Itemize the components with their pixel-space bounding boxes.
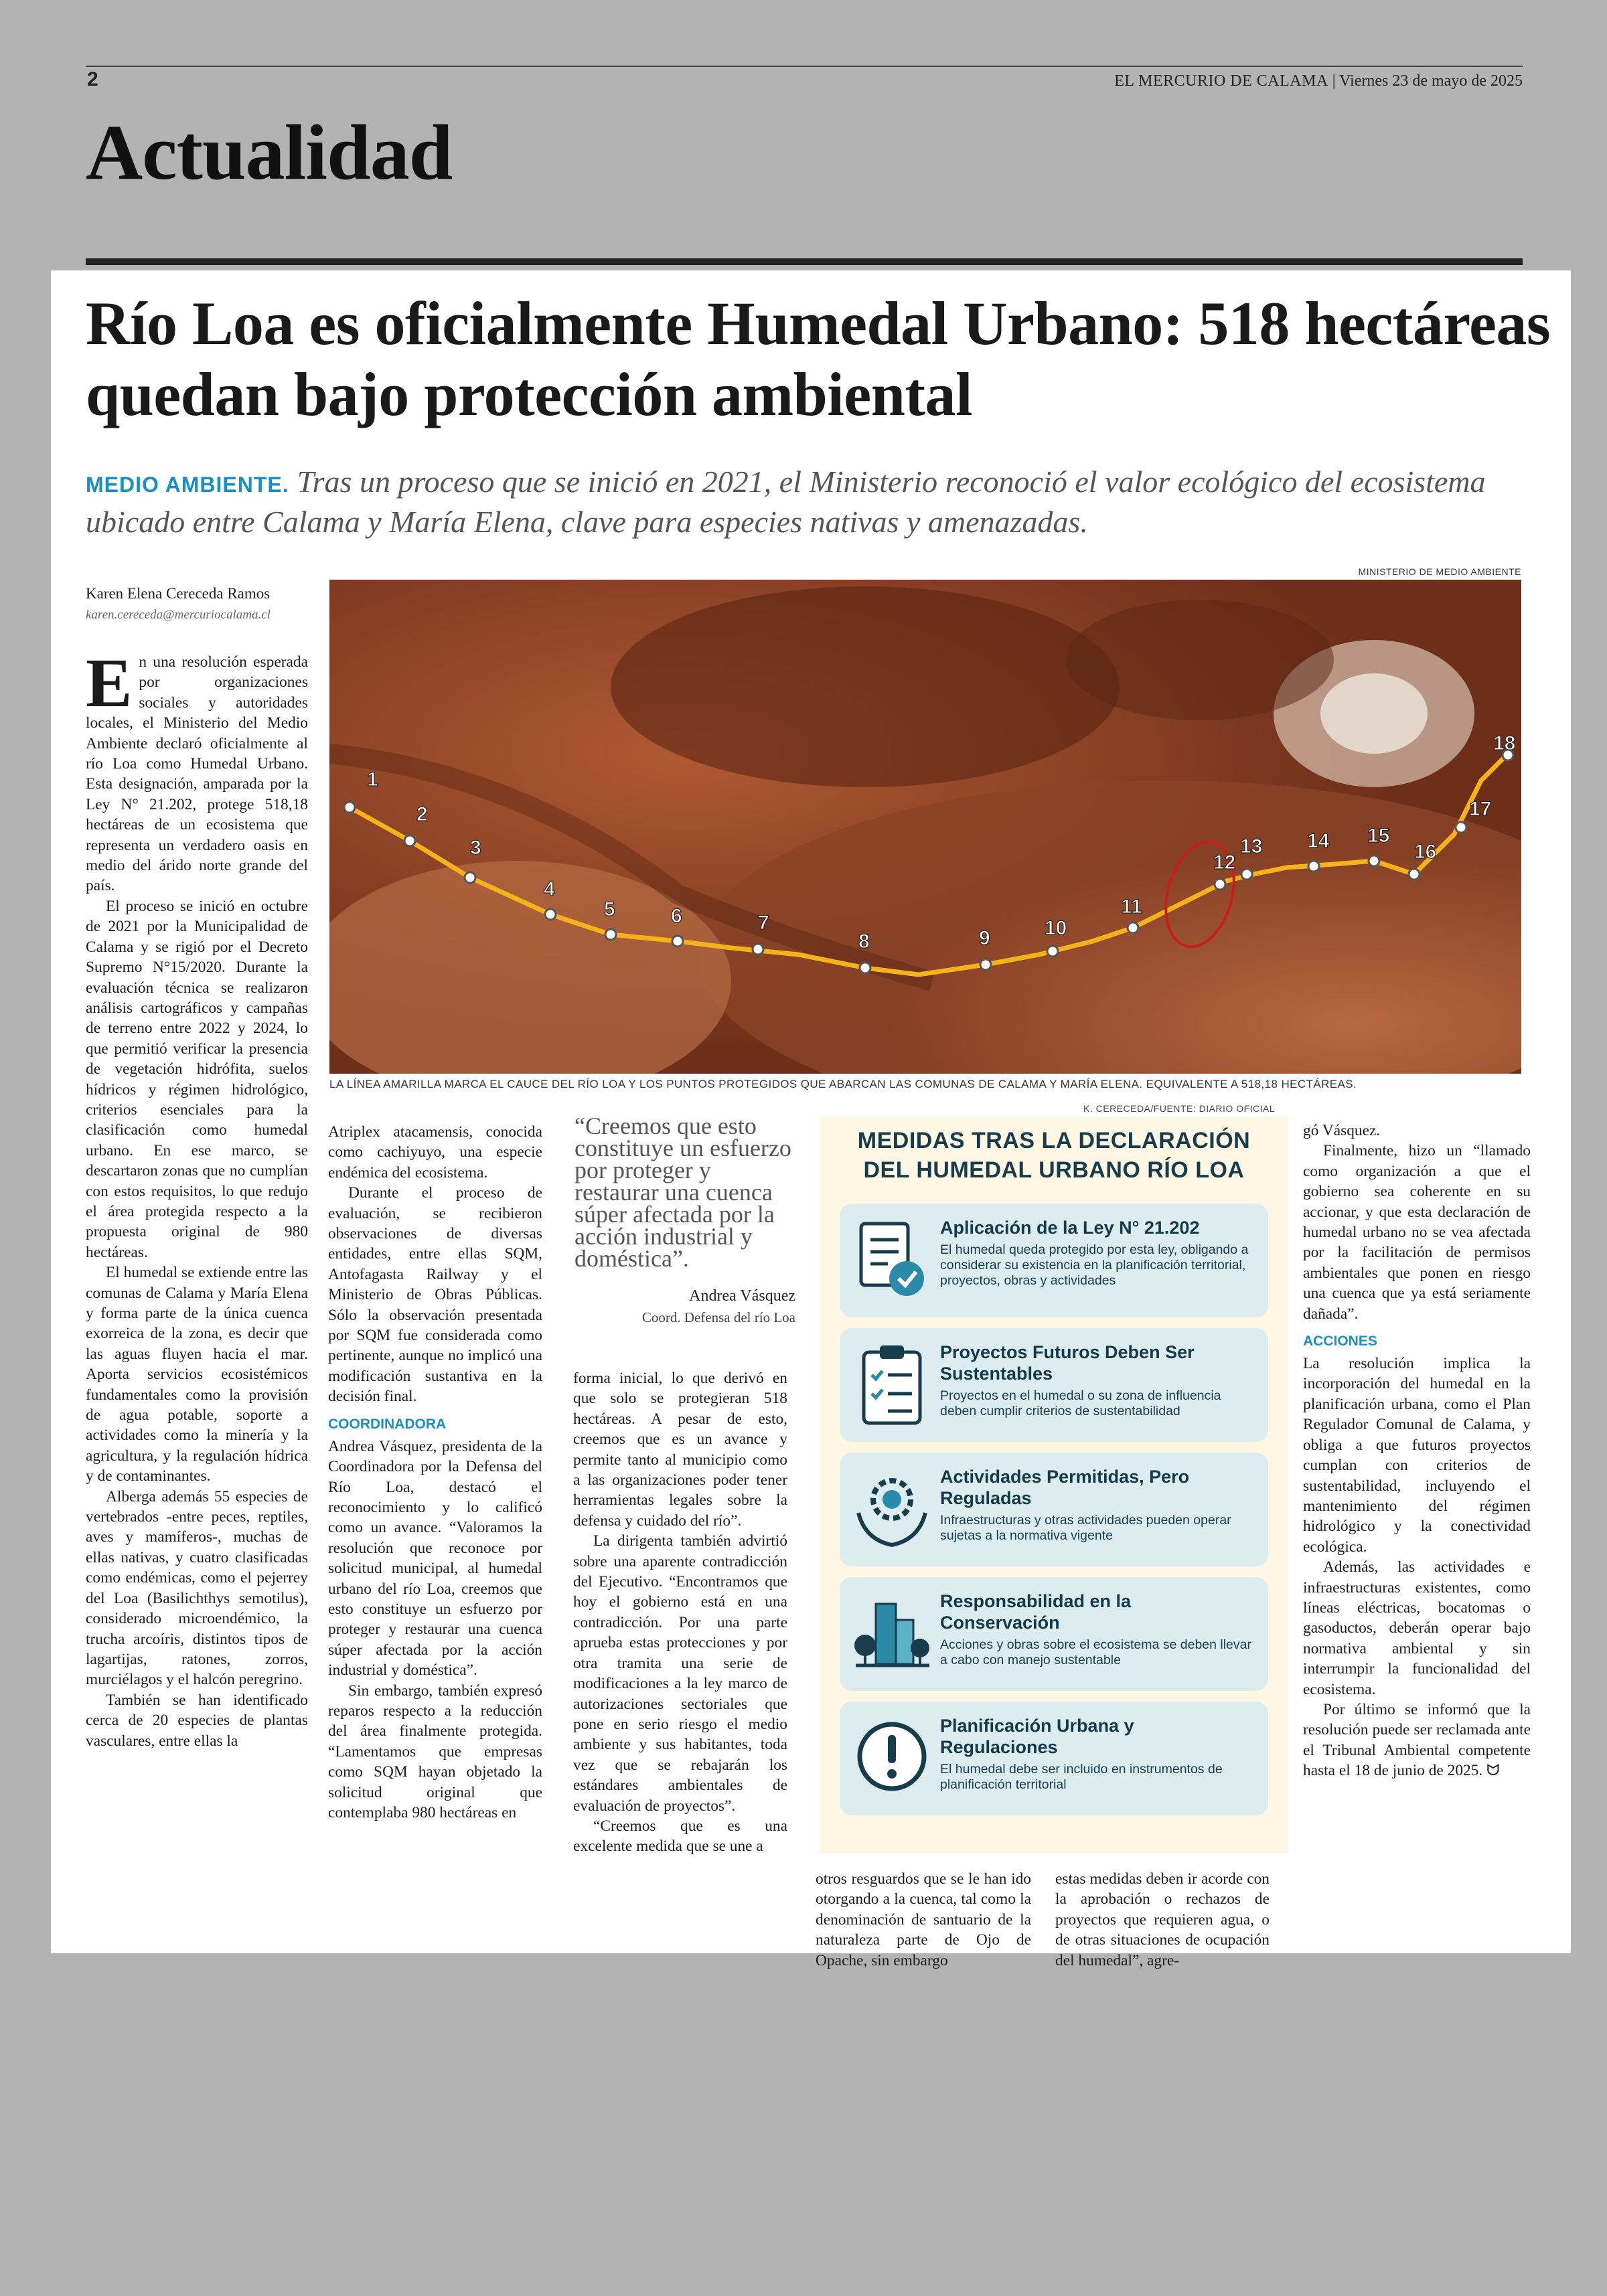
map-svg — [329, 580, 1521, 1074]
map-point-label: 15 — [1367, 825, 1390, 847]
item-desc: El humedal queda protegido por esta ley, obligando a considerar su existencia en la planificación territorial, proyectos, obras y actividades — [940, 1242, 1249, 1288]
exclamation-icon — [852, 1715, 932, 1802]
section-rule — [86, 258, 1523, 265]
paragraph: También se han identificado cerca de 20 especies de plantas vasculares, entre ellas la — [86, 1691, 308, 1750]
author-name: Karen Elena Cereceda Ramos — [86, 585, 271, 602]
byline — [86, 585, 313, 623]
map-point-marker — [753, 944, 763, 955]
column-1 — [86, 645, 309, 1751]
infobox-item — [840, 1577, 1268, 1691]
column-3 — [573, 1368, 787, 1857]
item-title: Responsabilidad en la Conservación — [940, 1591, 1132, 1633]
infobox-item — [840, 1702, 1268, 1815]
infobox-item — [840, 1328, 1268, 1442]
paragraph: Andrea Vásquez, presidenta de la Coordinadora por la Defensa del Río Loa, destacó el reconocimiento y lo calificó como un avance. “Valoramos la resolución que reconoce por solicitud municipal, al humedal urbano del río Loa, creemos que esto constituye un esfuerzo por proteger y restaurar una cuenca súper afectada por la acción industrial y doméstica”. — [328, 1437, 542, 1679]
paragraph — [86, 645, 308, 896]
gear-hands-icon — [852, 1466, 932, 1553]
map-point-label: 4 — [544, 878, 555, 900]
section-title: Actualidad — [86, 108, 453, 196]
infobox-title — [820, 1117, 1288, 1185]
article-sheet — [51, 270, 1571, 1969]
page-header — [86, 62, 1523, 95]
kicker: MEDIO AMBIENTE. — [86, 473, 289, 497]
deck — [86, 462, 1532, 542]
map-point-marker — [1215, 879, 1225, 890]
paragraph: Sin embargo, también expresó reparos respecto a la reducción del área finalmente protegida. “Lamentamos que empresas como SQM hayan objetado la solicitud original que contemplaba 980 hectáreas en — [328, 1682, 542, 1821]
map-point-marker — [860, 963, 870, 973]
map-point-marker — [1241, 869, 1252, 880]
map-point-label: 6 — [671, 905, 682, 927]
paragraph: La resolución implica la incorporación del humedal en la planificación urbana, como el Plan Regulador Comunal de Calama, y obliga a que futuros proyectos cumplan con criterios de sustentabilidad, incluyendo el mantenimiento del régimen hidrológico y la conectividad ecológica. — [1303, 1355, 1531, 1556]
infobox — [820, 1117, 1288, 1853]
masthead — [1114, 72, 1523, 90]
paragraph: Finalmente, hizo un “llamado como organización a que el gobierno sea coherente en su accionar, y que esta declaración de humedal urbano no se vea afectada por la facilitación de permisos ambientales que ponen en riesgo una cuenca que ya está seriamente dañada”. — [1303, 1142, 1531, 1323]
map-caption: LA LÍNEA AMARILLA MARCA EL CAUCE DEL RÍO LOA Y LOS PUNTOS PROTEGIDOS QUE ABARCAN LAS COMUNAS DE CALAMA Y MARÍA ELENA. EQUIVALENTE A 518,18 HECTÁREAS. — [329, 1078, 1357, 1090]
paragraph — [1303, 1700, 1531, 1781]
paragraph: forma inicial, lo que derivó en que solo se protegieran 518 hectáreas. A pesar de esto, creemos que es un avance y permite tanto al municipio como a las organizaciones poder tener herramientas legales sobre la defensa y cuidado del río”. — [573, 1370, 787, 1530]
item-desc: El humedal debe ser incluido en instrumentos de planificación territorial — [940, 1762, 1223, 1792]
column-5 — [1055, 1869, 1270, 1971]
paragraph: estas medidas deben ir acorde con la aprobación o rechazos de proyectos que requieren agua, o de otras situaciones de ocupación del humedal”, agre- — [1055, 1870, 1270, 1969]
paragraph: Durante el proceso de evaluación, se recibieron observaciones de diversas entidades, entre ellas SQM, Antofagasta Railway y el Ministerio de Obras Públicas. Sólo la observación presentada por SQM fue considerada como pertinente, aunque no implicó una modificación sustantiva en la decisión final. — [328, 1184, 542, 1406]
end-mark: ᗢ — [1486, 1762, 1500, 1780]
map-point-label: 18 — [1493, 732, 1516, 754]
map-point-marker — [980, 959, 991, 970]
paragraph-text: n una resolución esperada por organizaciones sociales y autoridades locales, el Ministerio del Medio Ambiente declaró oficialmente al río Loa como Humedal Urbano. Esta designación, amparada por la Ley N° 21.202, protege 518,18 hectáreas de un ecosistema que representa un verdadero oasis en medio del árido norte grande del país. — [86, 653, 308, 895]
paragraph-text: Por último se informó que la resolución puede ser reclamada ante el Tribunal Ambiental competente hasta el 18 de junio de 2025. — [1303, 1700, 1531, 1780]
subhead-coordinadora: COORDINADORA — [328, 1416, 447, 1432]
graphic-credit: K. CERECEDA/FUENTE: DIARIO OFICIAL — [1083, 1103, 1276, 1114]
map-point-label: 13 — [1240, 835, 1263, 857]
map-point-marker — [672, 936, 683, 947]
infobox-title-line: MEDIDAS TRAS LA DECLARACIÓN — [857, 1128, 1251, 1153]
paragraph: gó Vásquez. — [1303, 1122, 1381, 1139]
item-title: Planificación Urbana y Regulaciones — [940, 1716, 1134, 1757]
map-point-marker — [1456, 822, 1466, 833]
item-title: Actividades Permitidas, Pero Reguladas — [940, 1467, 1190, 1508]
map-point-marker — [344, 802, 355, 813]
map-point-marker — [1308, 861, 1319, 872]
map-point-marker — [465, 872, 475, 883]
quote-role: Coord. Defensa del río Loa — [641, 1309, 795, 1325]
paragraph: La dirigenta también advirtió sobre una aparente contradicción del Ejecutivo. “Encontramos que hoy el gobierno está en una contradicción. Por una parte aprueba estas protecciones y por otra tramita una serie de modificaciones a la ley marco de autorizaciones sectoriales que pone en serio riesgo el medio ambiente y sus habitantes, toda vez que se rebajarán los estándares ambientales de evaluación de proyectos”. — [573, 1532, 787, 1815]
paragraph: El proceso se inició en octubre de 2021 por la Municipalidad de Calama y se rigió por el Decreto Supremo N°15/2020. Durante la evaluación técnica se realizaron análisis cartográficos y campañas de terreno entre 2022 y 2024, lo que permitió verificar la presencia de vegetación hidrófita, suelos hídricos y régimen hidrológico, criterios esenciales para la clasificación como humedal urbano. En ese marco, se descartaron zonas que no cumplían con estos requisitos, lo que redujo el área protegida respecto a la propuesta original de 980 hectáreas. — [86, 897, 308, 1261]
map-point-marker — [545, 909, 556, 920]
column-2 — [328, 1122, 542, 1823]
item-title: Proyectos Futuros Deben Ser Sustentables — [940, 1342, 1195, 1384]
column-6 — [1303, 1121, 1531, 1781]
map-point-marker — [1369, 855, 1379, 866]
pull-quote — [575, 1115, 795, 1326]
quote-text: “Creemos que esto constituye un esfuerzo por proteger y restaurar una cuenca súper afectada por la acción industrial y doméstica”. — [575, 1113, 791, 1272]
map-point-label: 10 — [1045, 917, 1067, 939]
map-point-marker — [404, 835, 415, 846]
map-point-label: 8 — [858, 930, 870, 953]
drop-cap: E — [86, 645, 133, 722]
map-point-label: 5 — [604, 898, 615, 920]
map-point-marker — [605, 929, 616, 940]
subhead-acciones: ACCIONES — [1303, 1333, 1377, 1349]
clipboard-checklist-icon — [852, 1341, 932, 1428]
author-email: karen.cereceda@mercuriocalama.cl — [86, 608, 271, 622]
infobox-item — [840, 1453, 1268, 1566]
item-desc: Proyectos en el humedal o su zona de influencia deben cumplir criterios de sustentabilidad — [940, 1388, 1221, 1418]
quote-author: Andrea Vásquez — [689, 1287, 795, 1305]
map-point-label: 2 — [416, 803, 428, 825]
map-point-label: 11 — [1121, 896, 1142, 918]
infobox-item — [840, 1204, 1268, 1317]
map-point-label: 16 — [1414, 841, 1437, 863]
item-desc: Infraestructuras y otras actividades pueden operar sujetas a la normativa vigente — [940, 1513, 1231, 1543]
paragraph: El humedal se extiende entre las comunas de Calama y María Elena y forma parte de la única cuenca exorreica de la zona, es decir que las aguas fluyen hacia el mar. Aporta servicios ecosistémicos fundamentales como la provisión de agua potable, soporte a actividades como la minería y la agricultura, y la regulación hídrica y de contaminantes. — [86, 1264, 309, 1485]
map-point-label: 14 — [1307, 830, 1330, 852]
item-title: Aplicación de la Ley N° 21.202 — [940, 1218, 1200, 1238]
column-4 — [816, 1869, 1031, 1971]
photo-credit: MINISTERIO DE MEDIO AMBIENTE — [1358, 566, 1521, 577]
map-point-label: 7 — [758, 912, 769, 934]
map-point-marker — [1128, 922, 1138, 933]
infobox-title-line: DEL HUMEDAL URBANO RÍO LOA — [863, 1157, 1245, 1183]
page-number: 2 — [87, 68, 98, 90]
satellite-map — [329, 580, 1521, 1074]
paragraph: “Creemos que es una excelente medida que se une a — [573, 1817, 787, 1856]
paragraph: Alberga además 55 especies de vertebrados -entre peces, reptiles, aves y mamíferos-, muchas de ellas nativas, y cuatro clasificadas como endémicas, como el pejerrey del Loa (Basilichthys semotilus), considerado microendémico, la trucha arcoíris, distintos tipos de lagartijas, ratones, zorros, murciélagos y el halcón peregrino. — [86, 1487, 308, 1689]
map-point-marker — [1047, 946, 1058, 957]
issue-date: | Viernes 23 de mayo de 2025 — [1332, 72, 1523, 90]
paragraph: otros resguardos que se le han ido otorgando a la cuenca, tal como la denominación de santuario de la naturaleza parte de Ojo de Opache, sin embargo — [816, 1870, 1031, 1969]
map-point-label: 1 — [367, 768, 378, 791]
newspaper-name: EL MERCURIO DE CALAMA — [1114, 72, 1328, 90]
map-point-label: 17 — [1469, 798, 1492, 820]
paragraph: Atriplex atacamensis, conocida como cachiyuyo, una especie endémica del ecosistema. — [328, 1123, 542, 1181]
document-check-icon — [852, 1217, 932, 1304]
header-rule — [86, 66, 1523, 67]
map-point-label: 3 — [470, 837, 481, 859]
map-point-marker — [1409, 869, 1420, 880]
map-point-label: 9 — [979, 927, 990, 949]
headline: Río Loa es oficialmente Humedal Urbano: 518 hectáreas quedan bajo protección ambiental — [86, 289, 1551, 428]
deck-text: Tras un proceso que se inició en 2021, el Ministerio reconoció el valor ecológico del ecosistema ubicado entre Calama y María Elena, clave para especies nativas y amenazadas. — [86, 465, 1486, 539]
map-point-label: 12 — [1213, 851, 1236, 874]
paragraph: Además, las actividades e infraestructuras existentes, como líneas eléctricas, bocatomas o gasoductos, deberán operar bajo normativa ambiental y sin interrumpir la funcionalidad del ecosistema. — [1303, 1558, 1531, 1698]
item-desc: Acciones y obras sobre el ecosistema se deben llevar a cabo con manejo sustentable — [940, 1637, 1251, 1667]
city-trees-icon — [852, 1590, 932, 1677]
